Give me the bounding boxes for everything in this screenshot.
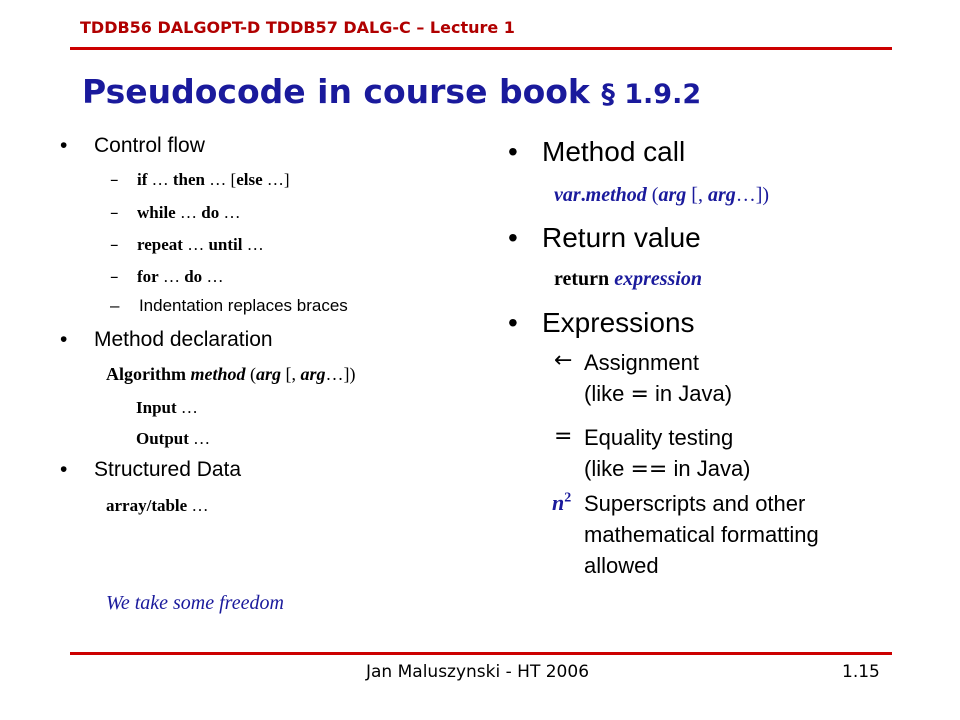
- bullet-glyph: •: [60, 328, 68, 351]
- bullet-glyph: •: [60, 134, 68, 157]
- equals-symbol: =: [630, 382, 649, 407]
- kw-return: return: [554, 268, 610, 290]
- method-call-example: var.method (arg [, arg…]): [554, 184, 770, 206]
- dash-glyph: –: [110, 170, 119, 190]
- expressions-label: Expressions: [542, 307, 695, 338]
- algorithm-signature: Algorithm method (arg [, arg…]): [106, 364, 356, 384]
- assignment-arrow-icon: ←: [554, 348, 573, 373]
- kw-algorithm: Algorithm: [106, 364, 186, 384]
- kw-do: do: [201, 203, 220, 222]
- bullet-glyph: •: [508, 222, 518, 253]
- bullet-glyph: •: [508, 307, 518, 338]
- control-flow-item-while: – while … do …: [110, 203, 241, 223]
- equality-text: Equality testing (like == in Java): [584, 425, 751, 482]
- method-declaration-label: Method declaration: [94, 328, 273, 351]
- bullet-expressions: [508, 307, 518, 339]
- superscript-example: $n^2$: [552, 490, 572, 515]
- kw-repeat: repeat: [137, 235, 183, 254]
- equality-symbol: =: [554, 424, 573, 449]
- control-flow-label: Control flow: [94, 134, 205, 157]
- algorithm-output: Output …: [136, 429, 211, 448]
- algorithm-input: Input …: [136, 398, 198, 417]
- bullet-structured-data: [60, 458, 67, 482]
- indentation-note: Indentation replaces braces: [138, 296, 348, 315]
- footer-rule: [70, 652, 892, 655]
- kw-output: Output: [136, 429, 189, 448]
- course-header: TDDB56 DALGOPT-D TDDB57 DALG-C – Lecture 1: [80, 18, 515, 37]
- return-expression: expression: [614, 268, 702, 290]
- method-call-label: Method call: [542, 136, 686, 167]
- structured-data-example: array/table …: [106, 496, 209, 515]
- kw-input: Input: [136, 398, 177, 417]
- title-section: § 1.9.2: [601, 79, 702, 110]
- slide-title: [82, 72, 701, 111]
- kw-then: then: [172, 170, 206, 189]
- kw-if: if: [137, 170, 148, 189]
- bullet-method-declaration: [60, 328, 67, 352]
- structured-data-label: Structured Data: [94, 458, 242, 481]
- bullet-return-value: [508, 222, 518, 254]
- assignment-text: Assignment (like = in Java): [584, 350, 733, 407]
- var-name: var: [554, 184, 581, 206]
- footer-page-number: 1.15: [842, 662, 880, 682]
- return-example: [554, 268, 702, 291]
- dash-glyph: –: [110, 203, 119, 223]
- dash-glyph: –: [110, 267, 119, 287]
- kw-do: do: [184, 267, 203, 286]
- control-flow-item-for: – for … do …: [110, 267, 224, 287]
- header-rule: [70, 47, 892, 50]
- control-flow-item-indentation: [110, 296, 348, 316]
- control-flow-item-repeat: – repeat … until …: [110, 235, 264, 255]
- kw-until: until: [208, 235, 243, 254]
- method-name: method: [190, 364, 246, 384]
- superscript-text: Superscripts and other mathematical formatting allowed: [584, 491, 819, 578]
- kw-for: for: [137, 267, 159, 286]
- control-flow-item-if: – if … then … [else …]: [110, 170, 290, 190]
- dash-glyph: –: [110, 296, 120, 315]
- freedom-note: We take some freedom: [106, 592, 284, 614]
- dash-glyph: –: [110, 235, 119, 255]
- title-main: Pseudocode in course book: [82, 72, 590, 111]
- method-name: method: [585, 184, 647, 206]
- double-equals-symbol: ==: [630, 457, 668, 482]
- return-value-label: Return value: [542, 222, 701, 253]
- bullet-method-call: [508, 136, 518, 168]
- bullet-glyph: •: [60, 458, 68, 481]
- bullet-control-flow: [60, 134, 67, 158]
- bullet-glyph: •: [508, 136, 518, 167]
- footer-author: Jan Maluszynski - HT 2006: [366, 662, 590, 682]
- kw-while: while: [137, 203, 176, 222]
- kw-else: else: [236, 170, 263, 189]
- kw-array-table: array/table: [106, 496, 188, 515]
